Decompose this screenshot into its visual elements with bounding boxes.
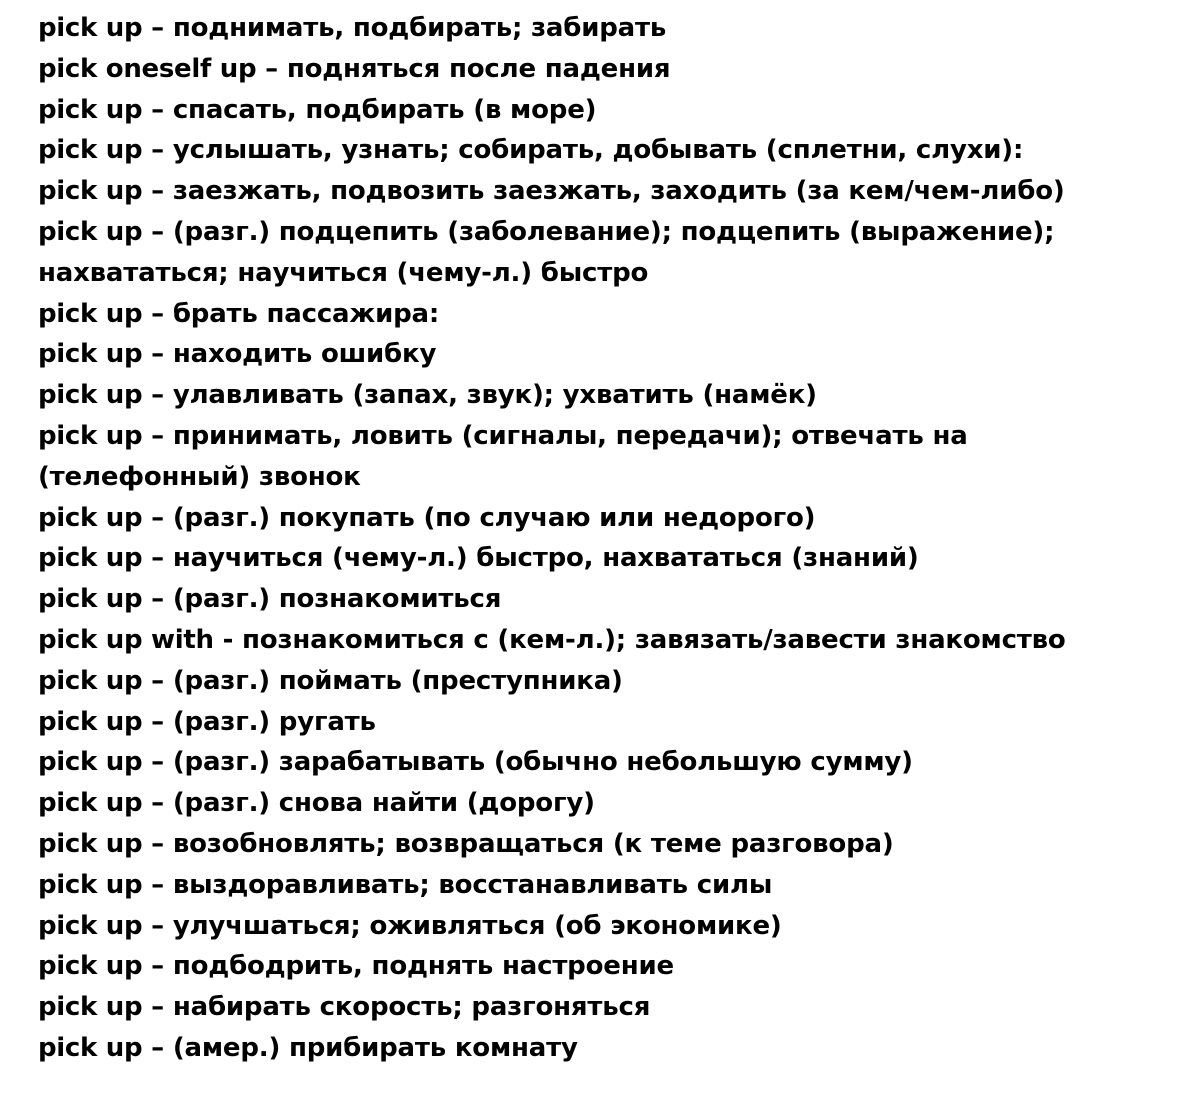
entry-separator: –	[151, 910, 164, 941]
entry-term: pick up	[38, 420, 143, 451]
entry-term: pick up	[38, 216, 143, 247]
entry-term: pick up	[38, 706, 143, 737]
entry-separator: –	[151, 951, 164, 982]
entry-definition: брать пассажира:	[172, 298, 440, 329]
list-item	[38, 90, 1188, 131]
entry-term: pick oneself up	[38, 53, 257, 84]
entry-term: pick up	[38, 135, 143, 166]
entry-definition: улучшаться; оживляться (об экономике)	[172, 910, 782, 941]
entry-term: pick up	[38, 502, 143, 533]
entry-term: pick up	[38, 910, 143, 941]
entry-definition: набирать скорость; разгоняться	[172, 992, 651, 1023]
entry-separator: –	[151, 788, 164, 819]
list-item	[38, 294, 1188, 335]
list-item-continuation	[38, 457, 1188, 498]
entry-term: pick up	[38, 380, 143, 411]
entry-definition: (разг.) покупать (по случаю или недорого)	[172, 502, 816, 533]
entry-term: pick up	[38, 665, 143, 696]
entry-definition: заезжать, подвозить заезжать, заходить (за кем/чем-либо)	[172, 176, 1065, 207]
entry-definition: спасать, подбирать (в море)	[172, 94, 597, 125]
entry-term: pick up	[38, 584, 143, 615]
entry-separator: –	[151, 502, 164, 533]
list-item	[38, 498, 1188, 539]
entry-separator: -	[222, 624, 234, 655]
list-item	[38, 334, 1188, 375]
entry-definition: улавливать (запах, звук); ухватить (намёк)	[172, 380, 817, 411]
list-item	[38, 906, 1188, 947]
entry-separator: –	[151, 135, 164, 166]
entry-definition: (разг.) познакомиться	[172, 584, 502, 615]
entry-term: pick up	[38, 788, 143, 819]
entry-definition: выздоравливать; восстанавливать силы	[172, 869, 773, 900]
entry-separator: –	[151, 13, 164, 43]
entry-separator: –	[151, 828, 164, 859]
list-item	[38, 824, 1188, 865]
entry-definition: находить ошибку	[172, 339, 437, 370]
entry-term: pick up	[38, 176, 143, 207]
list-item	[38, 620, 1188, 661]
entry-definition: (разг.) ругать	[172, 706, 376, 737]
entry-separator: –	[151, 298, 164, 329]
entry-definition: (амер.) прибирать комнату	[172, 1032, 578, 1063]
entry-term: pick up with	[38, 624, 214, 655]
list-item	[38, 130, 1188, 171]
entry-term: pick up	[38, 828, 143, 859]
list-item	[38, 416, 1188, 457]
entry-separator: –	[151, 339, 164, 370]
list-item-continuation	[38, 253, 1188, 294]
entry-term: pick up	[38, 951, 143, 982]
entry-definition: услышать, узнать; собирать, добывать (сплетни, слухи):	[172, 135, 1024, 166]
entry-separator: –	[151, 992, 164, 1023]
entry-term: pick up	[38, 543, 143, 574]
list-item	[38, 865, 1188, 906]
list-item	[38, 579, 1188, 620]
entry-separator: –	[151, 420, 164, 451]
entry-term: pick up	[38, 992, 143, 1023]
entry-separator: –	[151, 869, 164, 900]
list-item	[38, 538, 1188, 579]
entry-separator: –	[151, 584, 164, 615]
entry-separator: –	[151, 176, 164, 207]
list-item	[38, 661, 1188, 702]
entry-term: pick up	[38, 13, 143, 43]
list-item	[38, 742, 1188, 783]
list-item	[38, 171, 1188, 212]
entry-separator: –	[265, 53, 278, 84]
entry-definition: познакомиться с (кем-л.); завязать/завести знакомство	[242, 624, 1066, 655]
list-item	[38, 783, 1188, 824]
list-item	[38, 212, 1188, 253]
entry-term: pick up	[38, 869, 143, 900]
entry-separator: –	[151, 216, 164, 247]
list-item	[38, 8, 1188, 49]
list-item	[38, 987, 1188, 1028]
phrasal-verb-list	[38, 8, 1188, 1069]
entry-term: pick up	[38, 94, 143, 125]
list-item	[38, 49, 1188, 90]
list-item	[38, 1028, 1188, 1069]
entry-separator: –	[151, 706, 164, 737]
entry-separator: –	[151, 94, 164, 125]
list-item	[38, 702, 1188, 743]
list-item	[38, 375, 1188, 416]
entry-definition-continued: (телефонный) звонок	[38, 461, 361, 492]
entry-term: pick up	[38, 747, 143, 778]
entry-definition: принимать, ловить (сигналы, передачи); отвечать на	[172, 420, 968, 451]
entry-separator: –	[151, 543, 164, 574]
entry-separator: –	[151, 747, 164, 778]
entry-definition: научиться (чему-л.) быстро, нахвататься (знаний)	[172, 543, 919, 574]
entry-separator: –	[151, 380, 164, 411]
entry-definition: (разг.) снова найти (дорогу)	[172, 788, 595, 819]
entry-definition: (разг.) зарабатывать (обычно небольшую сумму)	[172, 747, 913, 778]
list-item	[38, 946, 1188, 987]
entry-term: pick up	[38, 1032, 143, 1063]
entry-separator: –	[151, 665, 164, 696]
entry-definition: подняться после падения	[286, 53, 671, 84]
entry-definition: (разг.) подцепить (заболевание); подцепить (выражение);	[172, 216, 1055, 247]
entry-definition: поднимать, подбирать; забирать	[172, 13, 667, 43]
entry-definition: подбодрить, поднять настроение	[172, 951, 674, 982]
entry-term: pick up	[38, 298, 143, 329]
entry-term: pick up	[38, 339, 143, 370]
entry-separator: –	[151, 1032, 164, 1063]
entry-definition: возобновлять; возвращаться (к теме разговора)	[172, 828, 894, 859]
entry-definition-continued: нахвататься; научиться (чему-л.) быстро	[38, 257, 649, 288]
entry-definition: (разг.) поймать (преступника)	[172, 665, 623, 696]
